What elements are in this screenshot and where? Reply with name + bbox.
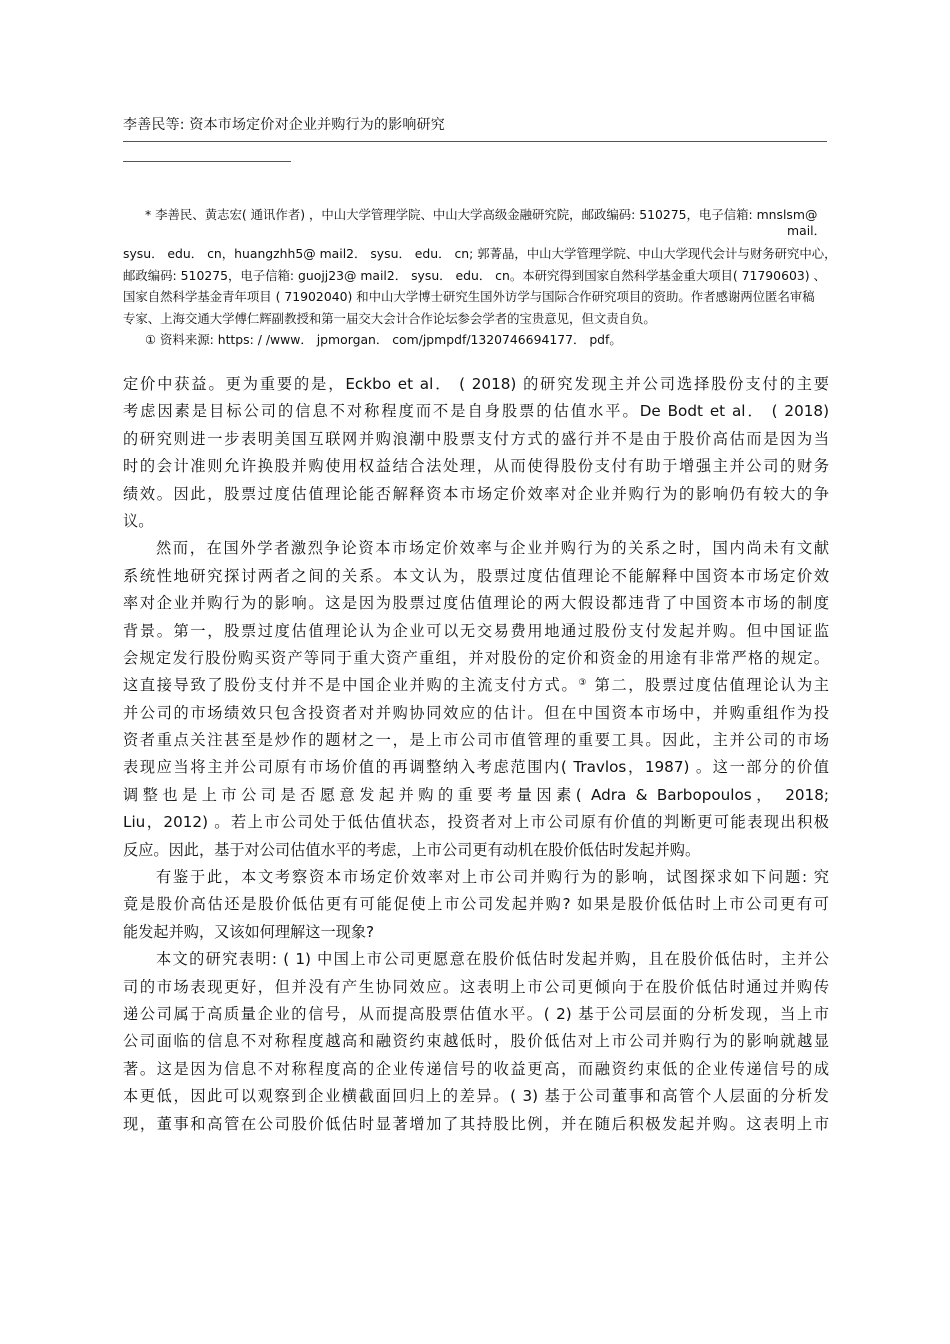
- paragraph-line: 并公司的市场绩效只包含投资者对并购协同效应的估计。但在中国资本市场中，并购重组作为投: [123, 703, 829, 722]
- paragraph-line: 绩效。因此，股票过度估值理论能否解释资本市场定价效率对企业并购行为的影响仍有较大的争: [123, 484, 829, 503]
- paragraph-line: 议。: [123, 511, 154, 530]
- paragraph-line: 资者重点关注甚至是炒作的题材之一，是上市公司市值管理的重要工具。因此，主并公司的市场: [123, 731, 829, 750]
- paragraph-line: 定价中获益。更为重要的是，Eckbo et al． ( 2018) 的研究发现主并公司选择股份支付的主要: [123, 375, 829, 393]
- paragraph-line: 司的市场表现更好，但并没有产生协同效应。这表明上市公司更倾向于在股价低估时通过并购传: [123, 977, 829, 996]
- author-footnote-line: 邮政编码: 510275，电子信箱: guojj23@ mail2． sysu． edu． cn。本研究得到国家自然科学基金重大项目( 71790603) 、: [123, 267, 826, 283]
- author-footnote-line: sysu． edu． cn，huangzhh5@ mail2． sysu． edu． cn; 郭菁晶，中山大学管理学院、中山大学现代会计与财务研究中心，: [123, 246, 837, 261]
- author-footnote-line: 专家、上海交通大学傅仁辉副教授和第一届交大会计合作论坛参会学者的宝贵意见，但文责自负。: [123, 310, 656, 326]
- paragraph-line: 率对企业并购行为的影响。这是因为股票过度估值理论的两大假设都违背了中国资本市场的制度: [123, 594, 829, 613]
- author-footnote-line: 国家自然科学基金青年项目 ( 71902040) 和中山大学博士研究生国外访学与国际合作研究项目的资助。作者感谢两位匿名审稿: [123, 289, 815, 304]
- paragraph-line: 现，董事和高管在公司股价低估时显著增加了其持股比例，并在随后积极发起并购。这表明上市: [123, 1114, 829, 1133]
- paragraph-line-with-footnote-ref: [123, 672, 829, 699]
- paragraph-line: 能发起并购，又该如何理解这一现象?: [123, 922, 375, 941]
- footnotes: [123, 204, 837, 351]
- paragraph-line: 表现应当将主并公司原有市场价值的再调整纳入考虑范围内( Travlos，1987) 。这一部分的价值: [123, 758, 829, 777]
- paragraph-line: 本更低，因此可以观察到企业横截面回归上的差异。( 3) 基于公司董事和高管个人层面的分析发: [123, 1087, 829, 1106]
- paragraph-line: 竟是股价高估还是股价低估更有可能促使上市公司发起并购? 如果是股价低估时上市公司更有可: [123, 895, 829, 914]
- paragraph-line: 背景。第一，股票过度估值理论认为企业可以无交易费用地通过股份支付发起并购。但中国证监: [123, 621, 829, 640]
- paragraph-line: 著。这是因为信息不对称程度高的企业传递信号的收益更高，而融资约束低的企业传递信号的成: [123, 1059, 829, 1078]
- author-footnote-line: * 李善民、黄志宏( 通讯作者) ，中山大学管理学院、中山大学高级金融研究院，邮政编码: 510275，电子信箱: mnslsm@: [145, 207, 818, 222]
- header-rule: [123, 141, 827, 142]
- line-text: 这直接导致了股份支付并不是中国企业并购的主流支付方式。: [123, 676, 579, 695]
- paragraph-line: 调整也是上市公司是否愿意发起并购的重要考量因素( Adra & Barbopoulos， 2018;: [123, 785, 829, 804]
- running-header: 李善民等: 资本市场定价对企业并购行为的影响研究: [123, 117, 445, 133]
- paragraph-line: 然而，在国外学者激烈争论资本市场定价效率与企业并购行为的关系之时，国内尚未有文献: [156, 539, 829, 558]
- paragraph-line: 时的会计准则允许换股并购使用权益结合法处理，从而使得股份支付有助于增强主并公司的财务: [123, 457, 829, 476]
- body-text: [123, 371, 829, 1138]
- author-footnote-line: mail．: [787, 222, 826, 238]
- paragraph-line: Liu，2012) 。若上市公司处于低估值状态，投资者对上市公司原有价值的判断更可能表现出积极: [123, 813, 829, 832]
- paragraph-line: 系统性地研究探讨两者之间的关系。本文认为，股票过度估值理论不能解释中国资本市场定价效: [123, 566, 829, 585]
- paragraph-line: 会规定发行股份购买资产等同于重大资产重组，并对股份的定价和资金的用途有非常严格的规定。: [123, 648, 829, 667]
- paragraph-line: 递公司属于高质量企业的信号，从而提高股票估值水平。( 2) 基于公司层面的分析发现，当上市: [123, 1004, 829, 1023]
- paragraph-line: 反应。因此，基于对公司估值水平的考虑，上市公司更有动机在股价低估时发起并购。: [123, 840, 701, 859]
- paragraph-line: 公司面临的信息不对称程度越高和融资约束越低时，股价低估对上市公司并购行为的影响就越显: [123, 1032, 829, 1051]
- footnote-rule: [123, 161, 291, 162]
- source-footnote: ① 资料来源: https: / /www． jpmorgan． com/jpmpdf/1320746694177． pdf。: [145, 332, 622, 347]
- paragraph-line: 有鉴于此，本文考察资本市场定价效率对上市公司并购行为的影响，试图探求如下问题: 究: [156, 868, 829, 887]
- line-text: 第二，股票过度估值理论认为主: [588, 676, 829, 695]
- paragraph-line: 的研究则进一步表明美国互联网并购浪潮中股票支付方式的盛行并不是由于股价高估而是因为当: [123, 429, 829, 448]
- footnote-reference[interactable]: ③: [578, 678, 589, 689]
- paragraph-line: 本文的研究表明: ( 1) 中国上市公司更愿意在股价低估时发起并购，且在股价低估时，主并公: [156, 950, 829, 969]
- paragraph-line: 考虑因素是目标公司的信息不对称程度而不是自身股票的估值水平。De Bodt et al． ( 2018): [123, 402, 829, 421]
